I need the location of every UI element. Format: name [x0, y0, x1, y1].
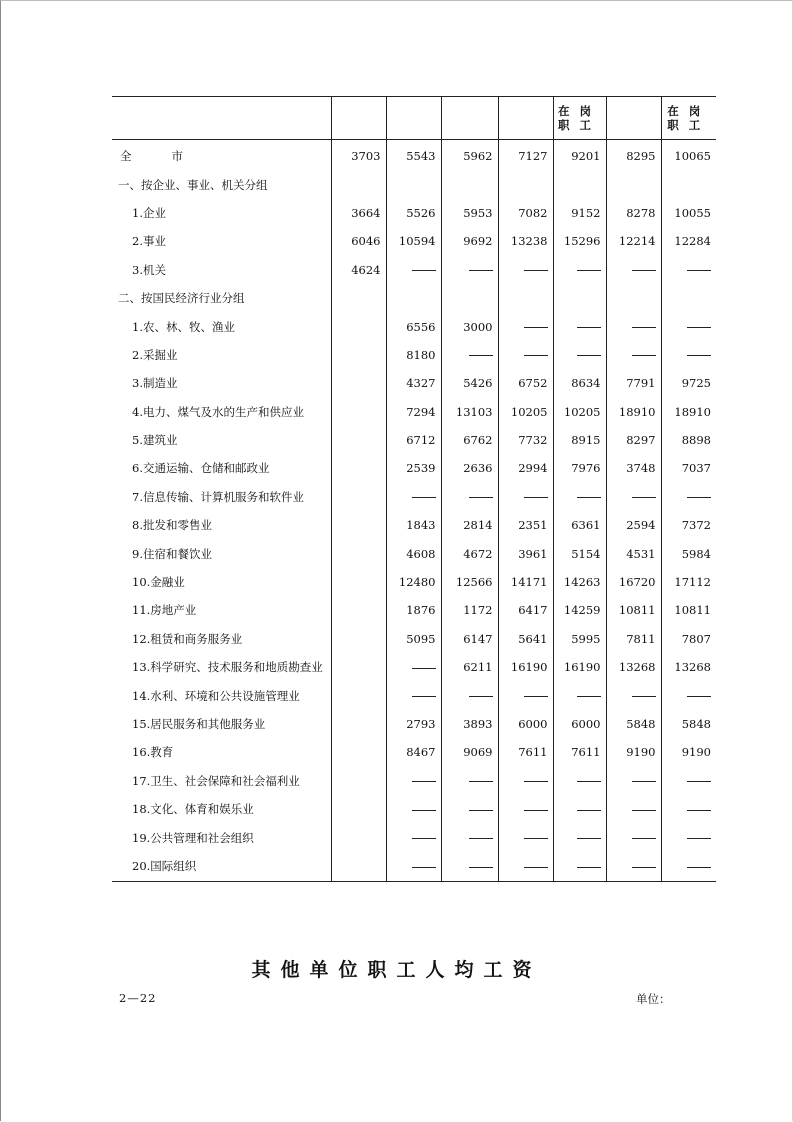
row-label: 4.电力、煤气及水的生产和供应业: [132, 404, 304, 419]
value-cell: 2539: [386, 454, 441, 482]
row-label: 12.租赁和商务服务业: [132, 631, 243, 646]
no-data-dash: [498, 823, 553, 851]
value-cell: 4531: [606, 539, 661, 567]
no-data-dash: [606, 341, 661, 369]
dash-mark: [412, 867, 436, 868]
value-cell: 2814: [441, 511, 498, 539]
table-row: [112, 738, 716, 766]
value-cell: 6000: [553, 710, 606, 738]
table-row: [112, 426, 716, 454]
row-label: 19.公共管理和社会组织: [132, 830, 254, 845]
dash-mark: [524, 270, 548, 271]
dash-mark: [687, 781, 711, 782]
value-cell: 10055: [661, 199, 716, 227]
value-cell: 6211: [441, 653, 498, 681]
table-row: [112, 710, 716, 738]
no-data-dash: [386, 653, 441, 681]
value-cell: 7294: [386, 398, 441, 426]
value-cell: 5154: [553, 539, 606, 567]
value-cell: 13268: [606, 653, 661, 681]
row-label: 一、按企业、事业、机关分组: [118, 177, 268, 192]
header-col-3: [441, 97, 498, 140]
no-data-dash: [661, 767, 716, 795]
value-cell: 4608: [386, 539, 441, 567]
value-cell: 4327: [386, 369, 441, 397]
dash-mark: [469, 781, 493, 782]
value-cell: [331, 454, 386, 482]
value-cell: 6712: [386, 426, 441, 454]
value-cell: 7372: [661, 511, 716, 539]
dash-mark: [412, 838, 436, 839]
row-label: 9.住宿和餐饮业: [132, 546, 212, 561]
value-cell: 3000: [441, 312, 498, 340]
value-cell: [331, 284, 386, 312]
dash-mark: [469, 497, 493, 498]
no-data-dash: [553, 483, 606, 511]
dash-mark: [524, 355, 548, 356]
no-data-dash: [441, 852, 498, 882]
value-cell: 10205: [498, 398, 553, 426]
value-cell: [331, 795, 386, 823]
no-data-dash: [441, 823, 498, 851]
row-label: 3.机关: [132, 262, 166, 277]
value-cell: 5984: [661, 539, 716, 567]
value-cell: 16720: [606, 568, 661, 596]
row-label: 16.教育: [132, 745, 174, 760]
wage-table: [112, 96, 716, 882]
no-data-dash: [441, 483, 498, 511]
no-data-dash: [386, 256, 441, 284]
dash-mark: [469, 355, 493, 356]
value-cell: 2594: [606, 511, 661, 539]
no-data-dash: [661, 681, 716, 709]
dash-mark: [469, 270, 493, 271]
dash-mark: [577, 355, 601, 356]
value-cell: 10594: [386, 227, 441, 255]
no-data-dash: [441, 767, 498, 795]
dash-mark: [577, 696, 601, 697]
value-cell: 9190: [661, 738, 716, 766]
table-row: [112, 596, 716, 624]
dash-mark: [577, 838, 601, 839]
no-data-dash: [606, 795, 661, 823]
no-data-dash: [386, 823, 441, 851]
table-row: [112, 681, 716, 709]
table-row: [112, 539, 716, 567]
value-cell: [331, 483, 386, 511]
value-cell: 7811: [606, 625, 661, 653]
value-cell: 1172: [441, 596, 498, 624]
value-cell: [331, 170, 386, 198]
table-row: [112, 312, 716, 340]
value-cell: [661, 284, 716, 312]
no-data-dash: [606, 823, 661, 851]
value-cell: 7807: [661, 625, 716, 653]
value-cell: 14259: [553, 596, 606, 624]
dash-mark: [524, 867, 548, 868]
dash-mark: [469, 867, 493, 868]
dash-mark: [469, 696, 493, 697]
value-cell: 5848: [606, 710, 661, 738]
row-label: 二、按国民经济行业分组: [118, 291, 245, 306]
dash-mark: [524, 838, 548, 839]
row-label: 13.科学研究、技术服务和地质勘查业: [132, 660, 323, 675]
dash-mark: [632, 810, 656, 811]
table-header-row: [112, 97, 716, 140]
dash-mark: [687, 810, 711, 811]
value-cell: [386, 170, 441, 198]
table-row: [112, 625, 716, 653]
dash-mark: [577, 497, 601, 498]
row-label: 6.交通运输、仓储和邮政业: [132, 461, 270, 476]
value-cell: 9201: [553, 140, 606, 171]
no-data-dash: [661, 852, 716, 882]
no-data-dash: [498, 681, 553, 709]
value-cell: 5953: [441, 199, 498, 227]
no-data-dash: [606, 852, 661, 882]
dash-mark: [412, 668, 436, 669]
table-row: [112, 653, 716, 681]
value-cell: 14263: [553, 568, 606, 596]
value-cell: 13238: [498, 227, 553, 255]
dash-mark: [524, 497, 548, 498]
value-cell: 6046: [331, 227, 386, 255]
no-data-dash: [553, 852, 606, 882]
value-cell: 5543: [386, 140, 441, 171]
dash-mark: [632, 867, 656, 868]
value-cell: 9692: [441, 227, 498, 255]
value-cell: 5848: [661, 710, 716, 738]
dash-mark: [524, 781, 548, 782]
value-cell: 10811: [606, 596, 661, 624]
no-data-dash: [553, 767, 606, 795]
value-cell: 3703: [331, 140, 386, 171]
no-data-dash: [661, 341, 716, 369]
dash-mark: [524, 327, 548, 328]
value-cell: 8634: [553, 369, 606, 397]
table-row: [112, 140, 716, 171]
row-label: 3.制造业: [132, 376, 178, 391]
value-cell: 8297: [606, 426, 661, 454]
next-table-unit-label: 单位：: [636, 992, 671, 1006]
no-data-dash: [498, 256, 553, 284]
dash-mark: [577, 867, 601, 868]
value-cell: 12566: [441, 568, 498, 596]
value-cell: 2793: [386, 710, 441, 738]
value-cell: [606, 284, 661, 312]
no-data-dash: [661, 483, 716, 511]
value-cell: 8467: [386, 738, 441, 766]
no-data-dash: [386, 795, 441, 823]
value-cell: 6000: [498, 710, 553, 738]
no-data-dash: [498, 852, 553, 882]
dash-mark: [577, 327, 601, 328]
row-label: 17.卫生、社会保障和社会福利业: [132, 773, 300, 788]
value-cell: [553, 284, 606, 312]
no-data-dash: [441, 256, 498, 284]
header-col-1: [331, 97, 386, 140]
no-data-dash: [386, 852, 441, 882]
table-row: [112, 483, 716, 511]
no-data-dash: [553, 795, 606, 823]
value-cell: [331, 738, 386, 766]
value-cell: 9725: [661, 369, 716, 397]
value-cell: [606, 170, 661, 198]
dash-mark: [632, 781, 656, 782]
value-cell: 7127: [498, 140, 553, 171]
value-cell: 5995: [553, 625, 606, 653]
dash-mark: [412, 810, 436, 811]
value-cell: [386, 284, 441, 312]
no-data-dash: [441, 681, 498, 709]
dash-mark: [412, 696, 436, 697]
value-cell: 7791: [606, 369, 661, 397]
next-table-number: 2—22: [119, 991, 157, 1005]
value-cell: 6556: [386, 312, 441, 340]
value-cell: [331, 568, 386, 596]
no-data-dash: [606, 767, 661, 795]
dash-mark: [469, 810, 493, 811]
value-cell: 12214: [606, 227, 661, 255]
value-cell: 3893: [441, 710, 498, 738]
dash-mark: [412, 781, 436, 782]
value-cell: 1843: [386, 511, 441, 539]
value-cell: [498, 170, 553, 198]
no-data-dash: [441, 795, 498, 823]
dash-mark: [632, 327, 656, 328]
dash-mark: [687, 867, 711, 868]
value-cell: 7732: [498, 426, 553, 454]
table-row: [112, 795, 716, 823]
value-cell: 7611: [498, 738, 553, 766]
table-row: [112, 454, 716, 482]
value-cell: 9190: [606, 738, 661, 766]
value-cell: 6762: [441, 426, 498, 454]
header-col-7-on-duty: 在岗 职工: [661, 97, 716, 140]
value-cell: 2351: [498, 511, 553, 539]
no-data-dash: [498, 767, 553, 795]
value-cell: 6361: [553, 511, 606, 539]
value-cell: 8295: [606, 140, 661, 171]
value-cell: 6147: [441, 625, 498, 653]
value-cell: 18910: [606, 398, 661, 426]
value-cell: 7611: [553, 738, 606, 766]
value-cell: 8278: [606, 199, 661, 227]
value-cell: 16190: [553, 653, 606, 681]
value-cell: 13268: [661, 653, 716, 681]
row-label: 2.采掘业: [132, 347, 178, 362]
row-label: 20.国际组织: [112, 852, 331, 882]
value-cell: 5095: [386, 625, 441, 653]
table-row: [112, 767, 716, 795]
row-label: 全市: [120, 149, 223, 164]
value-cell: 4672: [441, 539, 498, 567]
value-cell: 7037: [661, 454, 716, 482]
no-data-dash: [606, 312, 661, 340]
value-cell: [331, 511, 386, 539]
value-cell: [441, 170, 498, 198]
row-label: 18.文化、体育和娱乐业: [132, 802, 254, 817]
value-cell: 3664: [331, 199, 386, 227]
value-cell: [331, 653, 386, 681]
row-label: 1.企业: [132, 205, 166, 220]
row-label: 8.批发和零售业: [132, 518, 212, 533]
dash-mark: [687, 497, 711, 498]
table-row: [112, 341, 716, 369]
table-row: [112, 852, 716, 882]
dash-mark: [524, 696, 548, 697]
no-data-dash: [553, 823, 606, 851]
dash-mark: [524, 810, 548, 811]
value-cell: [331, 823, 386, 851]
value-cell: 12284: [661, 227, 716, 255]
value-cell: 14171: [498, 568, 553, 596]
header-col-4: [498, 97, 553, 140]
row-label: 15.居民服务和其他服务业: [132, 717, 266, 731]
value-cell: 15296: [553, 227, 606, 255]
no-data-dash: [606, 483, 661, 511]
value-cell: [661, 170, 716, 198]
value-cell: 10205: [553, 398, 606, 426]
value-cell: 2994: [498, 454, 553, 482]
value-cell: [331, 426, 386, 454]
dash-mark: [412, 270, 436, 271]
value-cell: [331, 369, 386, 397]
value-cell: 8180: [386, 341, 441, 369]
value-cell: 6417: [498, 596, 553, 624]
value-cell: 1876: [386, 596, 441, 624]
value-cell: 5426: [441, 369, 498, 397]
table-row: [112, 823, 716, 851]
no-data-dash: [661, 795, 716, 823]
row-label: 11.房地产业: [132, 603, 197, 618]
value-cell: 7082: [498, 199, 553, 227]
table-row: [112, 284, 716, 312]
value-cell: [331, 398, 386, 426]
value-cell: [331, 625, 386, 653]
dash-mark: [577, 781, 601, 782]
value-cell: 5962: [441, 140, 498, 171]
value-cell: [441, 284, 498, 312]
header-col-6: [606, 97, 661, 140]
no-data-dash: [498, 341, 553, 369]
value-cell: [331, 852, 386, 882]
dash-mark: [687, 270, 711, 271]
no-data-dash: [553, 256, 606, 284]
no-data-dash: [553, 341, 606, 369]
row-label: 5.建筑业: [132, 433, 178, 448]
no-data-dash: [553, 312, 606, 340]
value-cell: 17112: [661, 568, 716, 596]
no-data-dash: [498, 312, 553, 340]
no-data-dash: [386, 483, 441, 511]
no-data-dash: [606, 681, 661, 709]
dash-mark: [577, 270, 601, 271]
no-data-dash: [441, 341, 498, 369]
no-data-dash: [498, 795, 553, 823]
row-label: 1.农、林、牧、渔业: [132, 319, 235, 334]
no-data-dash: [553, 681, 606, 709]
no-data-dash: [386, 767, 441, 795]
dash-mark: [632, 838, 656, 839]
value-cell: [498, 284, 553, 312]
table-row: [112, 256, 716, 284]
value-cell: 16190: [498, 653, 553, 681]
table-row: [112, 227, 716, 255]
value-cell: [331, 312, 386, 340]
value-cell: 10065: [661, 140, 716, 171]
dash-mark: [577, 810, 601, 811]
value-cell: 5526: [386, 199, 441, 227]
value-cell: 3748: [606, 454, 661, 482]
dash-mark: [632, 270, 656, 271]
value-cell: 9152: [553, 199, 606, 227]
value-cell: 18910: [661, 398, 716, 426]
table-row: [112, 511, 716, 539]
header-col-2: [386, 97, 441, 140]
value-cell: [331, 539, 386, 567]
no-data-dash: [498, 483, 553, 511]
no-data-dash: [661, 312, 716, 340]
next-table-title: 其他单位职工人均工资: [251, 959, 542, 981]
dash-mark: [632, 497, 656, 498]
value-cell: 5641: [498, 625, 553, 653]
value-cell: 7976: [553, 454, 606, 482]
dash-mark: [687, 355, 711, 356]
value-cell: 4624: [331, 256, 386, 284]
value-cell: [331, 710, 386, 738]
value-cell: [331, 341, 386, 369]
dash-mark: [687, 838, 711, 839]
value-cell: [331, 596, 386, 624]
value-cell: 13103: [441, 398, 498, 426]
value-cell: 10811: [661, 596, 716, 624]
dash-mark: [687, 327, 711, 328]
header-corner: [112, 97, 331, 140]
value-cell: [553, 170, 606, 198]
dash-mark: [469, 838, 493, 839]
no-data-dash: [661, 823, 716, 851]
value-cell: [331, 767, 386, 795]
value-cell: 9069: [441, 738, 498, 766]
table-row: [112, 170, 716, 198]
row-label: 2.事业: [132, 234, 166, 249]
dash-mark: [412, 497, 436, 498]
table-row: [112, 398, 716, 426]
no-data-dash: [386, 681, 441, 709]
dash-mark: [632, 355, 656, 356]
value-cell: 2636: [441, 454, 498, 482]
table-row: [112, 199, 716, 227]
row-label: 7.信息传输、计算机服务和软件业: [132, 489, 304, 504]
value-cell: 8898: [661, 426, 716, 454]
dash-mark: [632, 696, 656, 697]
row-label: 14.水利、环境和公共设施管理业: [132, 688, 300, 703]
table-row: [112, 568, 716, 596]
value-cell: [331, 681, 386, 709]
value-cell: 6752: [498, 369, 553, 397]
header-col-5-on-duty: 在岗 职工: [553, 97, 606, 140]
value-cell: 8915: [553, 426, 606, 454]
no-data-dash: [606, 256, 661, 284]
value-cell: 3961: [498, 539, 553, 567]
row-label: 10.金融业: [132, 575, 185, 590]
table-row: [112, 369, 716, 397]
dash-mark: [687, 696, 711, 697]
value-cell: 12480: [386, 568, 441, 596]
no-data-dash: [661, 256, 716, 284]
